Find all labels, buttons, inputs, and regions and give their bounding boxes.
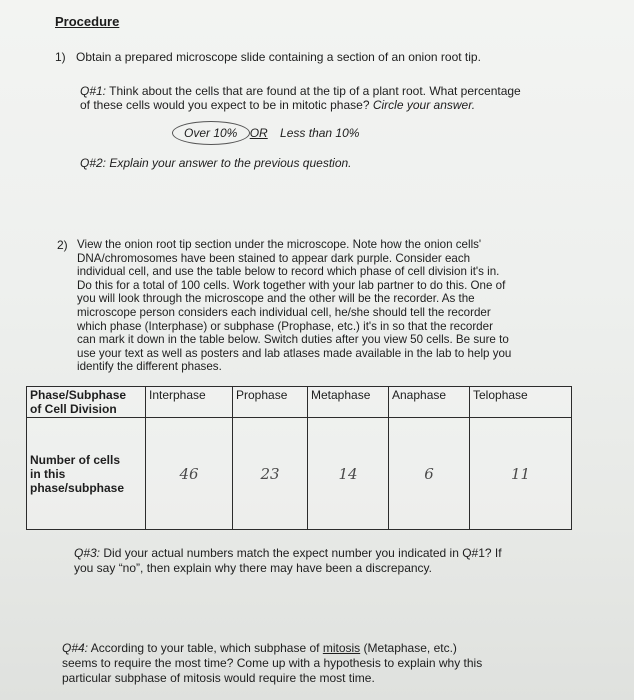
question-1-continued: [80, 98, 475, 112]
question-2-label: Q#2:: [80, 156, 107, 170]
step-2-number: 2): [57, 238, 68, 252]
count-interphase[interactable]: 46: [146, 418, 233, 530]
option-over-10[interactable]: Over 10%: [184, 126, 238, 140]
step-2-line: microscope person considers each individual cell, he/she should tell the recorder: [77, 305, 491, 319]
count-row-label: [27, 418, 146, 530]
step-2-line: identify the different phases.: [77, 360, 222, 374]
step-2-line: which phase (Interphase) or subphase (Prophase, etc.) it's in so that the recorder: [77, 319, 493, 333]
column-telophase: Telophase: [470, 387, 572, 418]
count-row-label-line-2: in this: [30, 466, 66, 481]
question-3: [74, 546, 594, 576]
count-anaphase[interactable]: 6: [389, 418, 470, 530]
question-4-text-1b: (Metaphase, etc.): [363, 641, 457, 655]
table-header-row: [27, 387, 572, 418]
question-3-text-1: Did your actual numbers match the expect number you indicated in Q#1? If: [103, 546, 502, 560]
phase-header-line-1: Phase/Subphase: [30, 388, 127, 402]
step-2-line: individual cell, and use the table below to record which phase of cell division it's in.: [77, 265, 500, 279]
count-row-label-line-3: phase/subphase: [30, 480, 125, 495]
step-2-line: Do this for a total of 100 cells. Work together with your lab partner to do this. One of: [77, 278, 506, 292]
count-telophase[interactable]: 11: [470, 418, 572, 530]
option-less-than-10[interactable]: Less than 10%: [280, 126, 360, 140]
mitosis-term: mitosis: [322, 641, 361, 655]
step-2-line: View the onion root tip section under the microscope. Note how the onion cells': [77, 238, 482, 251]
question-4: [62, 641, 602, 686]
answer-options: [184, 126, 368, 140]
count-row-label-line-1: Number of cells: [30, 452, 121, 467]
question-1-line-1: Think about the cells that are found at the tip of a plant root. What percentage: [109, 84, 521, 98]
step-2-line: you will look through the microscope and the other will be the recorder. As the: [77, 292, 475, 306]
question-4-line-1: [62, 641, 602, 656]
question-4-text-3: particular subphase of mitosis would require the most time.: [62, 671, 375, 685]
question-4-label: Q#4:: [62, 641, 89, 655]
column-anaphase: Anaphase: [389, 387, 470, 418]
table-row: [27, 418, 572, 530]
phase-header-cell: [27, 387, 146, 418]
step-2-paragraph: [77, 238, 567, 374]
question-3-text-2: you say “no”, then explain why there may have been a discrepancy.: [74, 561, 432, 575]
phase-header-line-2: of Cell Division: [30, 402, 117, 416]
count-prophase[interactable]: 23: [233, 418, 308, 530]
step-1-text: Obtain a prepared microscope slide containing a section of an onion root tip.: [76, 50, 481, 64]
count-metaphase[interactable]: 14: [308, 418, 389, 530]
step-1-number: 1): [55, 50, 66, 64]
procedure-heading: Procedure: [55, 14, 120, 29]
question-2-text: Explain your answer to the previous question.: [109, 156, 352, 170]
question-2: [80, 156, 352, 170]
question-1-line-2: of these cells would you expect to be in mitotic phase?: [80, 98, 370, 112]
step-2-line: DNA/chromosomes have been stained to appear dark purple. Consider each: [77, 251, 471, 265]
column-metaphase: Metaphase: [308, 387, 389, 418]
step-2-line: use your text as well as posters and lab atlases made available in the lab to help you: [77, 346, 512, 360]
column-interphase: Interphase: [146, 387, 233, 418]
question-3-label: Q#3:: [74, 546, 101, 560]
question-3-line-1: [74, 546, 594, 561]
option-or: OR: [249, 126, 268, 140]
step-2-line: can mark it down in the table below. Switch duties after you view 50 cells. Be sure to: [77, 333, 509, 347]
question-4-text-2: seems to require the most time? Come up with a hypothesis to explain why this: [62, 656, 483, 670]
question-1: [80, 84, 521, 98]
question-4-text-1a: According to your table, which subphase of: [90, 641, 320, 655]
question-1-instruction: Circle your answer.: [372, 98, 476, 112]
question-1-label: Q#1:: [80, 84, 107, 98]
cell-phase-table: [26, 386, 572, 530]
column-prophase: Prophase: [233, 387, 308, 418]
